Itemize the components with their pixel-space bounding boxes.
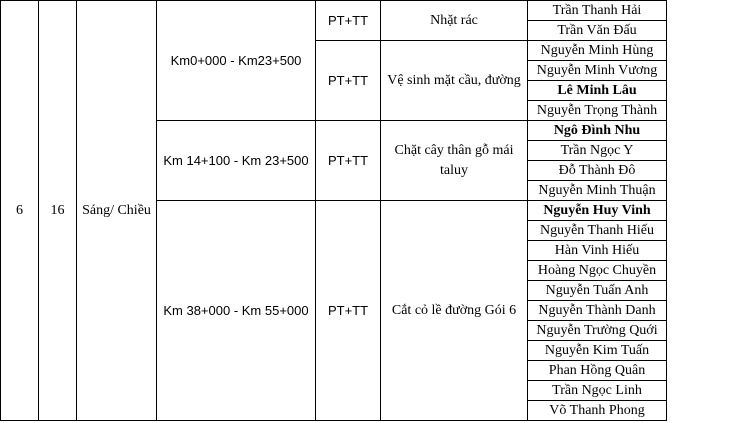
empty-cell bbox=[667, 341, 748, 361]
worker-name-cell: Nguyễn Huy Vinh bbox=[528, 201, 667, 221]
empty-cell bbox=[667, 101, 748, 121]
empty-cell bbox=[667, 181, 748, 201]
empty-cell bbox=[667, 241, 748, 261]
task-cell: Nhặt rác bbox=[381, 1, 528, 41]
task-cell: Chặt cây thân gỗ mái taluy bbox=[381, 121, 528, 201]
worker-name-cell: Ngô Đình Nhu bbox=[528, 121, 667, 141]
empty-cell bbox=[667, 321, 748, 341]
stt-cell: 6 bbox=[1, 1, 39, 421]
worker-name-cell: Nguyễn Minh Thuận bbox=[528, 181, 667, 201]
worker-name-cell: Hoàng Ngọc Chuyền bbox=[528, 261, 667, 281]
empty-cell bbox=[667, 141, 748, 161]
work-type-cell: PT+TT bbox=[316, 121, 381, 201]
worker-name-cell: Trần Văn Đấu bbox=[528, 21, 667, 41]
empty-cell bbox=[667, 261, 748, 281]
work-type-cell: PT+TT bbox=[316, 41, 381, 121]
task-cell: Vệ sinh mặt cầu, đường bbox=[381, 41, 528, 121]
day-cell: 16 bbox=[39, 1, 77, 421]
work-type-cell: PT+TT bbox=[316, 1, 381, 41]
empty-cell bbox=[667, 161, 748, 181]
empty-cell bbox=[667, 201, 748, 221]
worker-name-cell: Đỗ Thành Đô bbox=[528, 161, 667, 181]
empty-cell bbox=[667, 361, 748, 381]
empty-cell bbox=[667, 401, 748, 421]
empty-cell bbox=[667, 281, 748, 301]
worker-name-cell: Võ Thanh Phong bbox=[528, 401, 667, 421]
worker-name-cell: Nguyễn Thanh Hiếu bbox=[528, 221, 667, 241]
worker-name-cell: Lê Minh Lâu bbox=[528, 81, 667, 101]
worker-name-cell: Trần Ngọc Linh bbox=[528, 381, 667, 401]
empty-cell bbox=[667, 1, 748, 21]
worker-name-cell: Nguyễn Trường Quới bbox=[528, 321, 667, 341]
session-cell: Sáng/ Chiều bbox=[77, 1, 157, 421]
route-range-cell: Km0+000 - Km23+500 bbox=[157, 1, 316, 121]
worker-name-cell: Phan Hồng Quân bbox=[528, 361, 667, 381]
empty-cell bbox=[667, 121, 748, 141]
task-cell: Cắt cỏ lề đường Gói 6 bbox=[381, 201, 528, 421]
route-range-cell: Km 14+100 - Km 23+500 bbox=[157, 121, 316, 201]
empty-cell bbox=[667, 21, 748, 41]
worker-name-cell: Nguyễn Kim Tuấn bbox=[528, 341, 667, 361]
worker-name-cell: Trần Ngọc Y bbox=[528, 141, 667, 161]
worker-name-cell: Nguyễn Thành Danh bbox=[528, 301, 667, 321]
worker-name-cell: Trần Thanh Hải bbox=[528, 1, 667, 21]
worker-name-cell: Nguyễn Minh Vương bbox=[528, 61, 667, 81]
worker-name-cell: Nguyễn Minh Hùng bbox=[528, 41, 667, 61]
empty-cell bbox=[667, 41, 748, 61]
empty-cell bbox=[667, 81, 748, 101]
table-row bbox=[1, 1, 748, 21]
worker-name-cell: Nguyễn Trọng Thành bbox=[528, 101, 667, 121]
worker-name-cell: Nguyễn Tuấn Anh bbox=[528, 281, 667, 301]
route-range-cell: Km 38+000 - Km 55+000 bbox=[157, 201, 316, 421]
empty-cell bbox=[667, 221, 748, 241]
empty-cell bbox=[667, 381, 748, 401]
empty-cell bbox=[667, 301, 748, 321]
worker-name-cell: Hàn Vinh Hiếu bbox=[528, 241, 667, 261]
work-type-cell: PT+TT bbox=[316, 201, 381, 421]
schedule-body bbox=[1, 1, 748, 421]
empty-cell bbox=[667, 61, 748, 81]
